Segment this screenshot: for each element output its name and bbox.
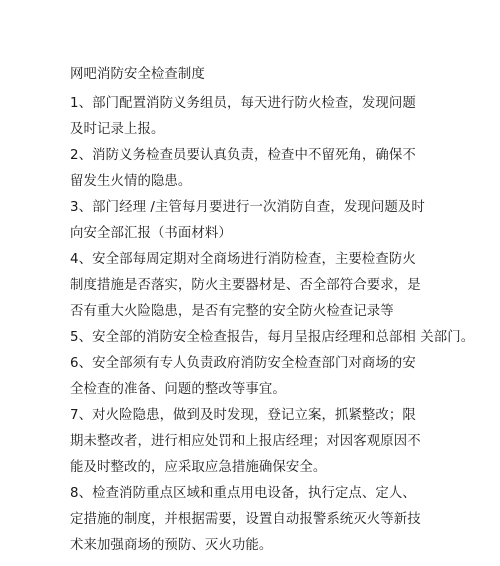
text-line: 否有重大火险隐患，是否有完整的安全防火检查记录等	[70, 304, 394, 319]
document-title: 网吧消防安全检查制度	[70, 67, 205, 82]
text-line: 1、部门配置消防义务组员，每天进行防火检查，发现问题	[70, 96, 416, 111]
text-line: 术来加强商场的预防、灭火功能。	[70, 538, 273, 553]
text-line: 4、安全部每周定期对全商场进行消防检查，主要检查防火	[70, 252, 416, 267]
text-line: 8、检查消防重点区域和重点用电设备，执行定点、定人、	[70, 486, 416, 501]
text-line: 7、对火险隐患，做到及时发现，登记立案，抓紧整改；限	[70, 408, 416, 423]
text-line: 全检查的准备、问题的整改等事宜。	[70, 382, 286, 397]
text-line: 2、消防义务检查员要认真负责，检查中不留死角，确保不	[70, 148, 416, 163]
text-line: 制度措施是否落实，防火主要器材是、否全部符合要求，是	[70, 278, 421, 293]
text-line: 向安全部汇报（书面材料）	[70, 226, 232, 241]
text-line: 期未整改者，进行相应处罚和上报店经理；对因客观原因不	[70, 434, 421, 449]
text-line: 能及时整改的，应采取应急措施确保安全。	[70, 460, 327, 475]
text-line: 3、部门经理 /主管每月要进行一次消防自查，发现问题及时	[70, 200, 425, 215]
text-line: 及时记录上报。	[70, 122, 165, 137]
text-line: 留发生火情的隐患。	[70, 174, 192, 189]
text-line: 6、安全部须有专人负责政府消防安全检查部门对商场的安	[70, 356, 416, 371]
text-line: 定措施的制度，并根据需要，设置自动报警系统灭火等新技	[70, 512, 421, 527]
text-line: 5、安全部的消防安全检查报告，每月呈报店经理和总部相 关部门。	[70, 330, 475, 345]
